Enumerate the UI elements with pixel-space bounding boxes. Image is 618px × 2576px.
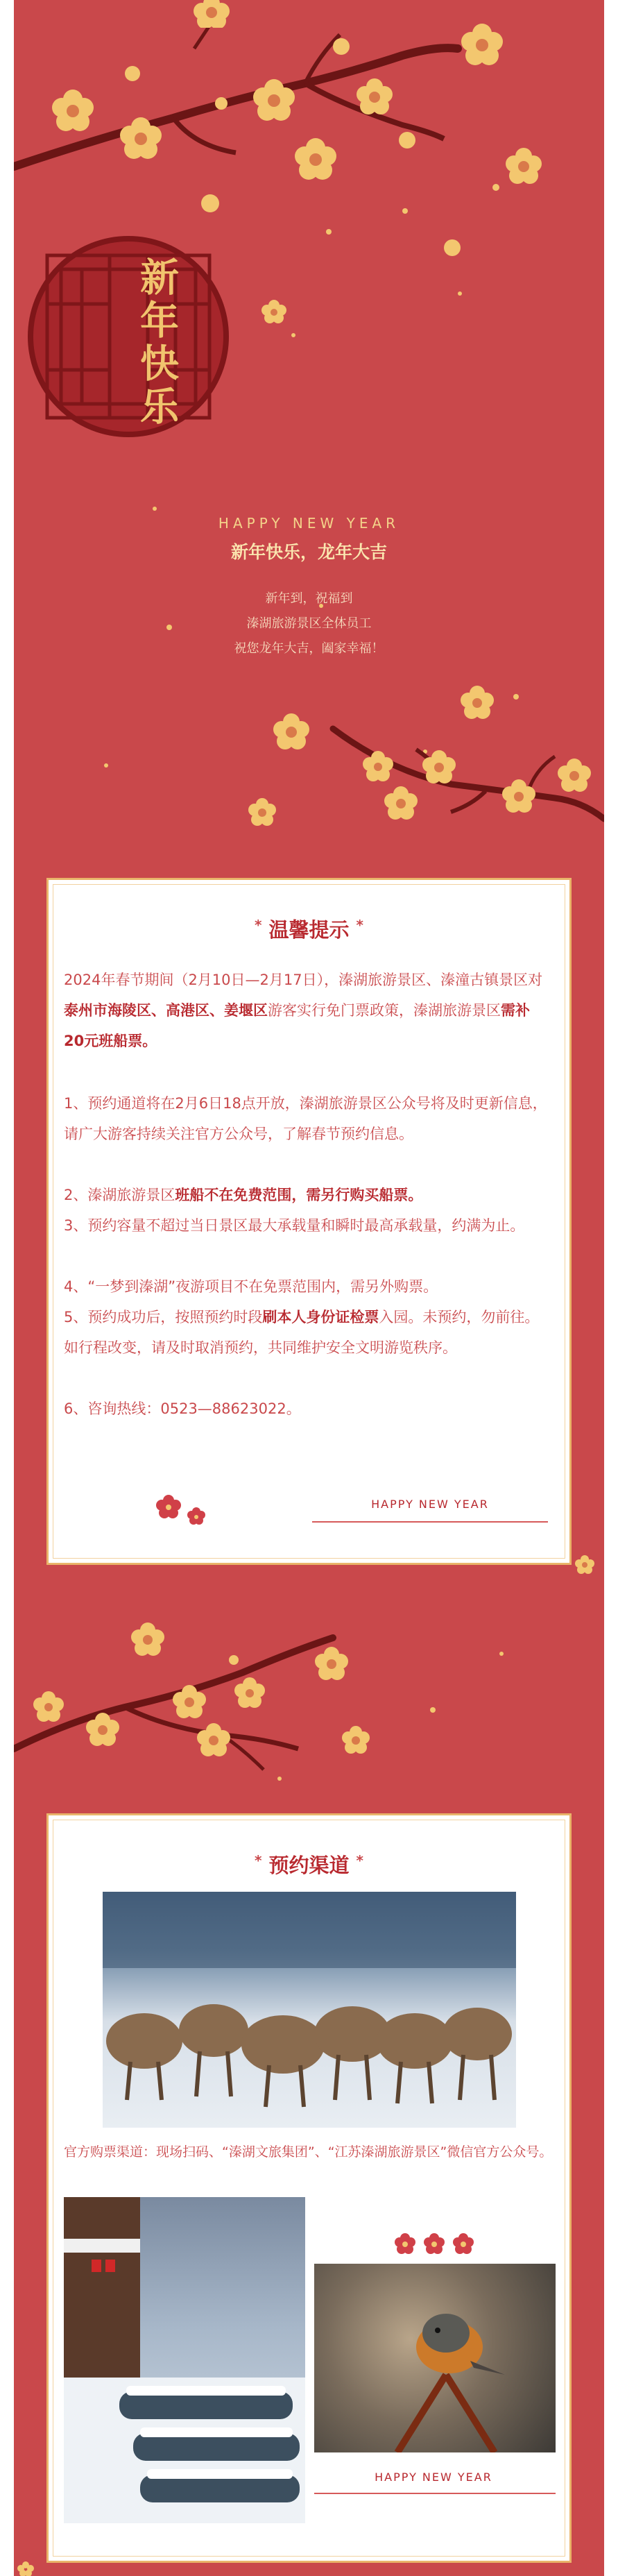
plum-flower (458, 21, 506, 69)
deer-illustration (103, 1892, 516, 2128)
plum-flower (503, 146, 544, 187)
gold-dot (399, 132, 415, 149)
plum-flower (340, 1725, 372, 1756)
plum-flower (232, 1676, 267, 1711)
notice-item-2 (64, 1180, 549, 1210)
gold-dot (153, 507, 157, 511)
gold-dot (430, 1707, 436, 1713)
plum-flower (420, 748, 458, 787)
item-highlight: 刷本人身份证检票 (262, 1309, 379, 1325)
plum-flower (17, 2561, 34, 2576)
channel-card (46, 1813, 572, 2563)
notice-item-1: 1、预约通道将在2月6日18点开放，溱湖旅游景区公众号将及时更新信息，请广大游客持续关注官方公众号，了解春节预约信息。 (64, 1095, 547, 1142)
plum-flower (246, 797, 278, 829)
gold-dot (277, 1777, 282, 1781)
boats-photo (64, 2197, 305, 2523)
item-text: 5、预约成功后，按照预约时段 (64, 1309, 263, 1325)
plum-flower (31, 1690, 66, 1725)
gold-dot (326, 229, 332, 235)
plum-flower (555, 756, 594, 795)
gold-dot (201, 194, 219, 212)
page-canvas (14, 0, 604, 2576)
hero-title: 新年快乐，龙年大吉 (230, 542, 387, 562)
plum-flower (170, 1683, 209, 1722)
item-highlight: 班船不在免费范围，需另行购买船票。 (175, 1187, 423, 1203)
plum-flower (458, 684, 497, 722)
plum-flower (128, 1620, 167, 1659)
gold-dot (333, 38, 350, 55)
footer-line (314, 2493, 556, 2494)
plum-flower (361, 749, 395, 784)
channel-title (49, 1850, 569, 1879)
red-flowers-decoration (393, 2232, 476, 2255)
boats-illustration (64, 2197, 305, 2523)
star-icon: * (255, 917, 262, 933)
gold-dot (499, 1652, 504, 1656)
plum-flower (194, 1721, 233, 1760)
greeting-line-3: 祝您龙年大吉，阖家幸福！ (234, 641, 384, 656)
red-flowers-decoration (156, 1491, 212, 1525)
notice-item-3: 3、预约容量不超过当日景区最大承载量和瞬时最高承载量，约满为止。 (64, 1217, 525, 1234)
notice-title-text: 温馨提示 (268, 918, 350, 942)
gold-dot (402, 208, 408, 214)
notice-title (49, 915, 569, 943)
plum-flower (191, 0, 232, 28)
intro-text: 2024年春节期间（2月10日—2月17日），溱湖旅游景区、溱潼古镇景区对 (64, 972, 543, 988)
gold-dot (444, 239, 461, 256)
plum-flower (117, 115, 165, 163)
channel-footer: HAPPY NEW YEAR (375, 2471, 492, 2484)
bird-photo (314, 2264, 556, 2452)
plum-flower (291, 135, 340, 184)
gold-dot (125, 66, 140, 81)
star-icon: * (255, 1852, 262, 1869)
gold-dot (104, 763, 108, 768)
footer-line (312, 1521, 548, 1523)
notice-item-5 (64, 1302, 549, 1363)
badge-text: 新年快乐 (134, 257, 179, 429)
greeting-line-2: 溱湖旅游景区全体员工 (246, 616, 372, 631)
notice-item-6: 6、咨询热线：0523—88623022。 (64, 1400, 301, 1417)
plum-flower (574, 1554, 595, 1575)
star-icon: * (356, 1852, 363, 1869)
gold-dot (291, 333, 295, 337)
plum-flower (49, 87, 97, 135)
gold-dot (458, 291, 462, 296)
gold-dot (492, 184, 499, 191)
intro-highlight-districts: 泰州市海陵区、高港区、姜堰区 (64, 1002, 268, 1019)
intro-text: 游客实行免门票政策，溱湖旅游景区 (268, 1002, 501, 1019)
plum-flower (354, 76, 395, 118)
plum-flower (83, 1711, 122, 1749)
notice-intro (64, 965, 549, 1056)
intro-highlight-fee: 需补20元班船票。 (64, 1002, 530, 1049)
notice-item-4: 4、“一梦到溱湖”夜游项目不在免票范围内，需另外购票。 (64, 1278, 438, 1295)
plum-flower (381, 784, 420, 823)
plum-flower (499, 777, 538, 816)
star-icon: * (356, 917, 363, 933)
plum-flower (312, 1645, 351, 1684)
plum-flower (250, 76, 298, 125)
plum-flower (271, 711, 312, 753)
gold-dot (215, 97, 228, 110)
gold-dot (229, 1655, 239, 1665)
channel-title-text: 预约渠道 (268, 1854, 350, 1877)
greeting-line-1: 新年到，祝福到 (265, 591, 353, 606)
item-text: 2、溱湖旅游景区 (64, 1187, 175, 1203)
notice-footer: HAPPY NEW YEAR (371, 1498, 489, 1511)
item-text: 入园。未预约，勿前往。如行程改变，请及时取消预约，共同维护安全文明游览秩序。 (64, 1309, 540, 1356)
bird-illustration (314, 2264, 556, 2452)
channel-caption: 官方购票渠道：现场扫码、“溱湖文旅集团”、“江苏溱湖旅游景区”微信官方公众号。 (64, 2144, 553, 2160)
hero-english-title: HAPPY NEW YEAR (218, 515, 400, 532)
deer-photo (103, 1892, 516, 2128)
notice-card (46, 878, 572, 1565)
plum-flower (260, 298, 288, 326)
